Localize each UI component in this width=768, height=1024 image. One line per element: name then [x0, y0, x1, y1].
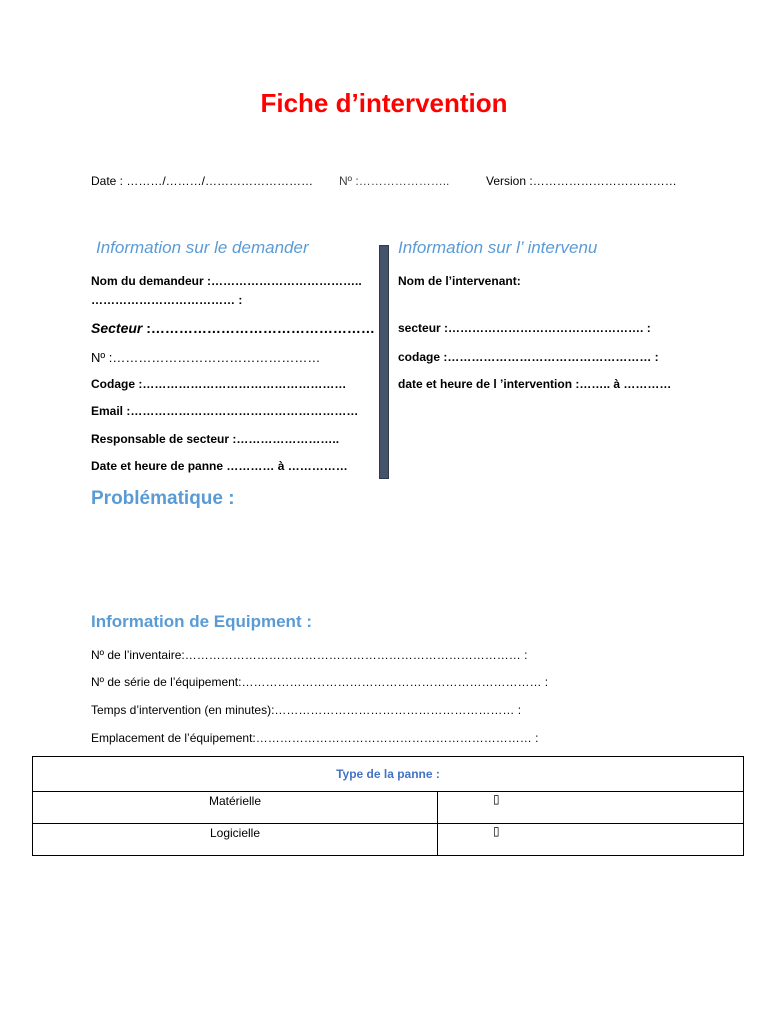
checkbox-icon: ▯	[493, 792, 500, 806]
equipement-emplacement: Emplacement de l’équipement:…………………………………………………………… :	[91, 731, 539, 745]
date-field: Date : ………/………/………………………	[91, 174, 314, 188]
panne-label-materielle: Matérielle	[33, 792, 438, 824]
panne-title: Type de la panne :	[33, 757, 744, 792]
demandeur-secteur	[91, 320, 375, 336]
secteur-label: Secteur	[91, 320, 143, 336]
checkbox-icon: ▯	[493, 824, 500, 838]
demandeur-date-panne: Date et heure de panne ………… à ……………	[91, 459, 348, 473]
problematique-title: Problématique :	[91, 488, 235, 509]
table-row	[33, 792, 744, 824]
equipement-inventaire: Nº de l’inventaire:………………………………………………………………………… :	[91, 648, 528, 662]
intervenu-nom: Nom de l’intervenant:	[398, 274, 521, 288]
intervenu-date-intervention: date et heure de l ’intervention :…….. à …………	[398, 377, 672, 391]
demandeur-numero: Nº :…………………………………………	[91, 350, 321, 365]
demandeur-responsable: Responsable de secteur :……………………..	[91, 432, 340, 446]
equipement-serie: Nº de série de l’équipement:………………………………………………………………… :	[91, 675, 549, 689]
intervenu-section-title: Information sur l’ intervenu	[398, 238, 598, 257]
secteur-dots: :…………………………………………	[142, 320, 375, 336]
checkbox-logicielle[interactable]	[438, 824, 744, 856]
version-field: Version :………………………………	[486, 174, 677, 188]
equipement-title: Information de Equipment :	[91, 612, 312, 631]
checkbox-materielle[interactable]	[438, 792, 744, 824]
demandeur-nom-line1: Nom du demandeur :………………………………..	[91, 274, 362, 288]
demandeur-email: Email :…………………………………………………	[91, 404, 359, 418]
page-title: Fiche d’intervention	[260, 88, 508, 118]
panne-table	[32, 756, 744, 856]
demandeur-section-title: Information sur le demander	[96, 238, 309, 257]
equipement-temps: Temps d’intervention (en minutes):…………………………………………………… :	[91, 703, 522, 717]
table-row	[33, 824, 744, 856]
demandeur-codage: Codage :……………………………………………	[91, 377, 347, 391]
intervenu-codage: codage :…………………………………………… :	[398, 350, 659, 364]
numero-field: Nº :…………………..	[339, 174, 450, 188]
column-divider	[379, 245, 389, 479]
intervenu-secteur: secteur :…………………………………………. :	[398, 321, 651, 335]
panne-label-logicielle: Logicielle	[33, 824, 438, 856]
demandeur-nom-line2: ……………………………… :	[91, 293, 243, 307]
